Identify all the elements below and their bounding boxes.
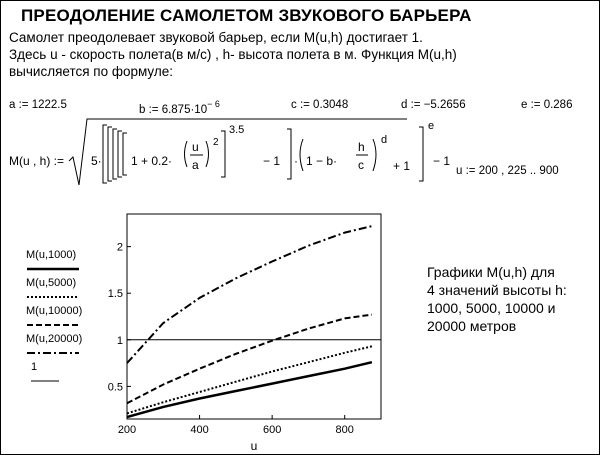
exponent-d: d <box>381 134 388 146</box>
y-tick-label: 2 <box>116 241 123 254</box>
x-tick-label: 200 <box>117 424 137 436</box>
formula-five: 5· <box>91 154 102 168</box>
constant-b-exponent: − 6 <box>207 99 220 109</box>
legend-label-3: M(u,10000) <box>26 305 83 317</box>
x-tick-label: 400 <box>190 424 209 436</box>
intro-line-3: вычисляется по формуле: <box>9 64 174 79</box>
page-title: ПРЕОДОЛЕНИЕ САМОЛЕТОМ ЗВУКОВОГО БАРЬЕРА <box>21 6 472 25</box>
formula-minus-one: − 1 <box>263 154 281 168</box>
formula-tail <box>1 113 600 193</box>
note-line-3: 1000, 5000, 10000 и <box>427 300 556 316</box>
formula-one-minus-b: 1 − b· <box>306 154 338 168</box>
range-definition: u := 200 , 225 .. 900 <box>456 165 559 177</box>
formula-lhs: M(u , h) := <box>9 154 65 168</box>
note-line-2: 4 значений высоты h: <box>427 282 567 298</box>
formula-one-plus: 1 + 0.2· <box>131 154 173 168</box>
bracket-close-3 <box>419 127 423 181</box>
series-line-2 <box>127 346 372 413</box>
chart <box>101 206 401 455</box>
note-line-4: 20000 метров <box>427 318 517 334</box>
fraction1-denominator: a <box>192 158 199 172</box>
y-tick-label: 1.5 <box>107 288 123 301</box>
series-line-3 <box>127 315 372 404</box>
legend-label-4: M(u,20000) <box>26 333 83 345</box>
formula-dot: · <box>294 154 298 168</box>
constant-d: d := −5.2656 <box>401 99 466 111</box>
exponent-e: e <box>428 120 435 132</box>
constant-e: e := 0.286 <box>521 99 573 111</box>
legend-label-2: M(u,5000) <box>26 277 77 289</box>
constant-c: c := 0.3048 <box>291 99 349 111</box>
exponent-35: 3.5 <box>229 124 245 136</box>
fraction2-denominator: c <box>358 158 364 172</box>
series-line-1 <box>127 362 372 417</box>
fraction1-numerator: u <box>192 140 199 154</box>
intro-line-1: Самолет преодолевает звуковой барьер, если M(u,h) достигает 1. <box>9 30 423 45</box>
x-axis-label: u <box>250 439 258 453</box>
formula-plus-one: + 1 <box>393 159 411 173</box>
series-line-4 <box>127 226 372 363</box>
constant-a: a := 1222.5 <box>9 99 67 111</box>
exponent-square: 2 <box>213 137 219 148</box>
legend-label-5: 1 <box>31 361 38 373</box>
intro-line-2: Здесь u - скорость полета(в м/с) , h- высота полета в м. Функция M(u,h) <box>9 47 457 62</box>
x-tick-label: 800 <box>335 424 354 436</box>
fraction2-numerator: h <box>358 140 365 154</box>
formula-minus-one-b: − 1 <box>433 154 451 168</box>
legend-label-1: M(u,1000) <box>26 249 77 261</box>
x-tick-label: 600 <box>262 424 282 436</box>
constant-b-base: b := 6.875·10 <box>139 104 208 116</box>
y-tick-label: 1 <box>116 334 123 347</box>
legend-swatches <box>21 263 91 388</box>
y-tick-label: 0.5 <box>107 381 123 394</box>
note-line-1: Графики M(u,h) для <box>427 264 555 280</box>
